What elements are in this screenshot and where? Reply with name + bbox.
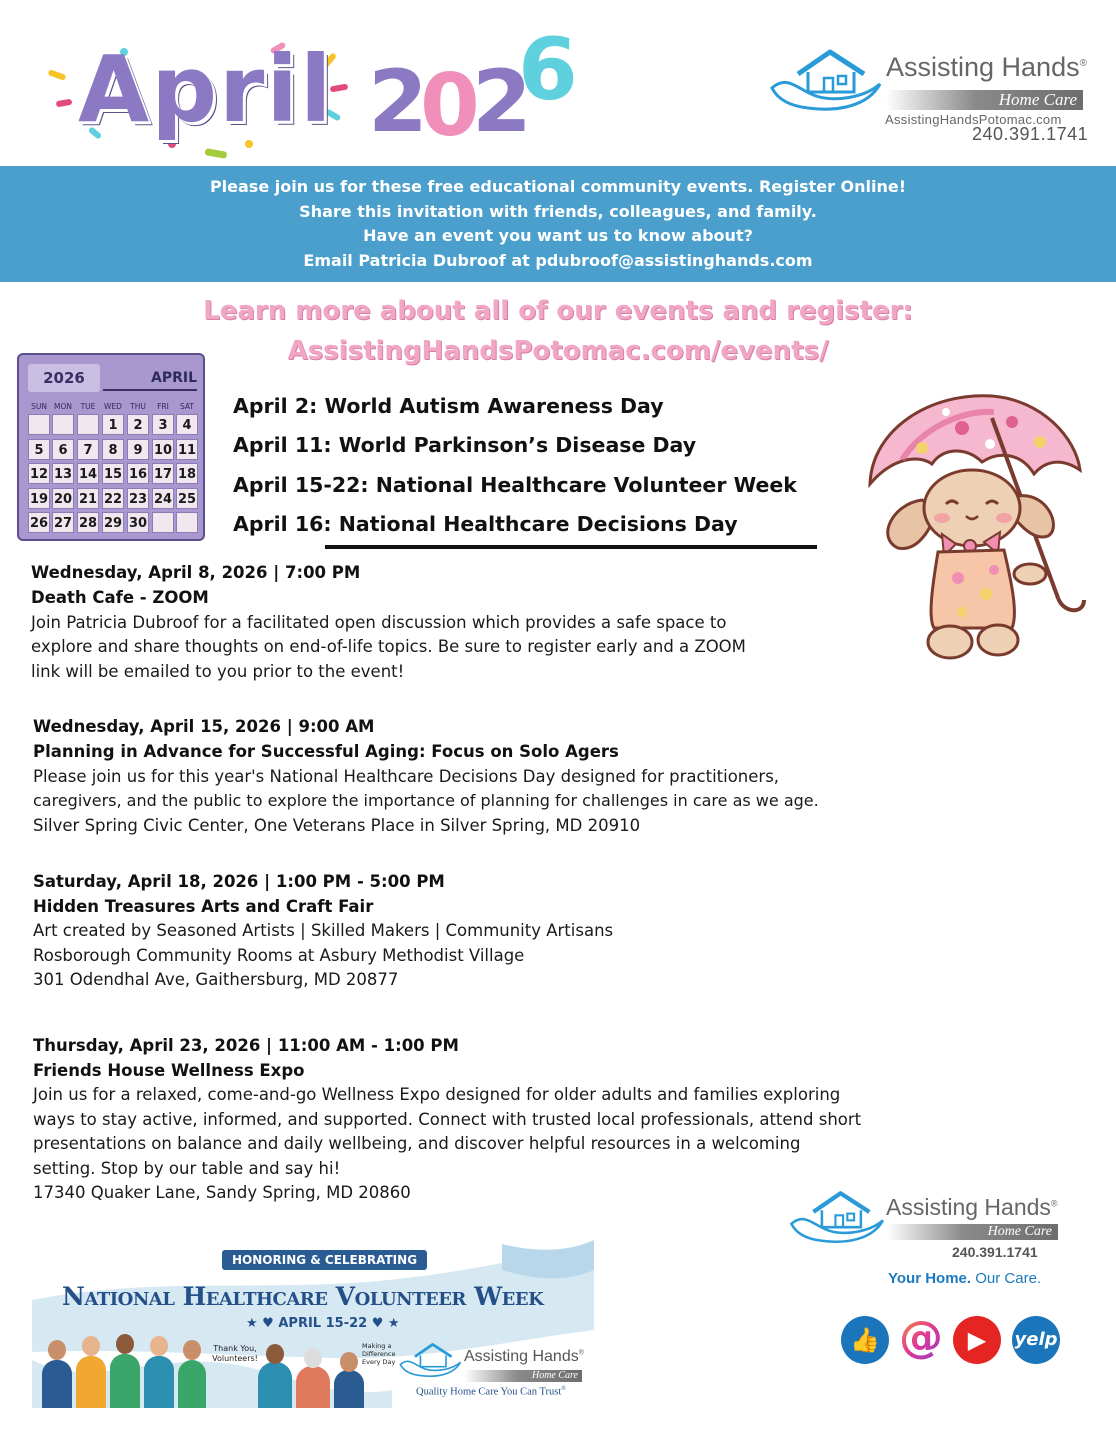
april-calendar: [17, 353, 205, 541]
event-datetime: Saturday, April 18, 2026 | 1:00 PM - 5:00 PM: [33, 872, 445, 891]
month-title: April: [78, 36, 334, 143]
banner-line: Please join us for these free educational community events. Register Online!: [209, 177, 907, 196]
volunteer-head: [116, 1334, 134, 1354]
calendar-day: 25: [176, 488, 198, 509]
volunteer-figure: [110, 1354, 140, 1408]
calendar-day: 28: [77, 512, 99, 533]
calendar-day: 18: [176, 463, 198, 484]
calendar-day: 14: [77, 463, 99, 484]
volunteer-week-title: National Healthcare Volunteer Week: [62, 1282, 544, 1311]
banner-line: Have an event you want us to know about?: [363, 226, 753, 245]
event-location: Rosborough Community Rooms at Asbury Methodist Village: [33, 946, 525, 965]
event-datetime: Wednesday, April 15, 2026 | 9:00 AM: [33, 717, 375, 736]
banner-logo-subtitle: Home Care: [464, 1370, 582, 1382]
email-glyph: @: [899, 1312, 943, 1363]
thank-you-note: Thank You, Volunteers!: [212, 1344, 258, 1363]
calendar-day: [176, 512, 198, 533]
volunteer-figure: [76, 1356, 106, 1408]
yelp-glyph: yelp: [1014, 1329, 1058, 1350]
registered-mark: ®: [1050, 1198, 1058, 1209]
awareness-day: April 2: World Autism Awareness Day: [233, 394, 664, 418]
house-hand-icon: [398, 1340, 464, 1380]
calendar-divider: [103, 389, 197, 391]
banner-logo-tagline: Quality Home Care You Can Trust: [416, 1386, 562, 1398]
volunteer-head: [82, 1336, 100, 1356]
awareness-day: April 11: World Parkinson’s Disease Day: [233, 433, 697, 457]
event-description: explore and share thoughts on end-of-life topics. Be sure to register early and a ZOOM: [31, 637, 746, 656]
event-description: link will be emailed to you prior to the event!: [31, 662, 405, 681]
bunny-umbrella-illustration: [862, 388, 1094, 668]
calendar-day: 22: [102, 488, 124, 509]
event-description: Join Patricia Dubroof for a facilitated open discussion which provides a safe space to: [31, 613, 727, 632]
volunteer-week-banner: [32, 1240, 594, 1408]
yelp-icon[interactable]: [1012, 1316, 1060, 1364]
tagline: [888, 1270, 1041, 1287]
making-difference-note: Making a Difference Every Day: [362, 1342, 396, 1366]
calendar-day: 30: [127, 512, 149, 533]
calendar-day: 10: [152, 439, 174, 460]
confetti-decoration: [56, 99, 73, 108]
caregiver-figure: [258, 1362, 292, 1408]
event-title: Hidden Treasures Arts and Craft Fair: [33, 897, 374, 916]
year-digit: 2: [472, 52, 532, 152]
caregiver-head: [266, 1344, 284, 1364]
calendar-weekday: SUN: [31, 402, 47, 411]
calendar-year: 2026: [28, 364, 100, 392]
confetti-decoration: [48, 69, 67, 81]
banner-line: Email Patricia Dubroof at pdubroof@assistinghands.com: [303, 250, 813, 270]
calendar-day: [77, 414, 99, 435]
calendar-weekday: SAT: [179, 402, 195, 411]
year-digit: 2: [368, 52, 428, 152]
calendar-day: 20: [52, 488, 74, 509]
learn-more-heading: Learn more about all of our events and register:: [203, 296, 913, 326]
event-description: Please join us for this year's National Healthcare Decisions Day designed for practitioners,: [33, 767, 780, 786]
calendar-day: 1: [102, 414, 124, 435]
like-glyph: 👍: [850, 1326, 880, 1354]
calendar-day: [152, 512, 174, 533]
awareness-day: April 15-22: National Healthcare Volunteer Week: [233, 473, 797, 497]
banner-logo-name: Assisting Hands: [464, 1348, 579, 1365]
caregiver-figures: [258, 1344, 368, 1408]
calendar-weekday: MON: [54, 402, 72, 411]
calendar-day: 16: [127, 463, 149, 484]
caregiver-figure: [296, 1366, 330, 1408]
calendar-day: 15: [102, 463, 124, 484]
calendar-month: APRIL: [150, 370, 197, 386]
event-description: Art created by Seasoned Artists | Skilled Makers | Community Artisans: [33, 921, 614, 940]
calendar-day: 12: [28, 463, 50, 484]
house-hand-icon: [788, 1186, 888, 1248]
volunteer-figure: [178, 1360, 206, 1408]
ribbon-label: HONORING & CELEBRATING: [222, 1250, 427, 1270]
logo-name: Assisting Hands: [886, 1194, 1051, 1220]
registered-mark: ®: [561, 1386, 566, 1392]
year-digit: 0: [420, 56, 480, 156]
calendar-day: 4: [176, 414, 198, 435]
tagline-part: Our Care.: [971, 1270, 1042, 1287]
company-logo-top: [768, 40, 1098, 150]
email-icon[interactable]: [897, 1314, 945, 1362]
logo-subtitle: Home Care: [886, 1224, 1058, 1240]
awareness-day: April 16: National Healthcare Decisions Day: [233, 512, 738, 536]
calendar-day: 8: [102, 439, 124, 460]
registered-mark: ®: [578, 1349, 584, 1357]
registered-mark: ®: [1079, 58, 1087, 69]
volunteer-figures: [38, 1336, 208, 1408]
calendar-day: 3: [152, 414, 174, 435]
invitation-banner: [0, 166, 1116, 282]
event-datetime: Thursday, April 23, 2026 | 11:00 AM - 1:00 PM: [33, 1036, 459, 1055]
calendar-day: 19: [28, 488, 50, 509]
calendar-day: 9: [127, 439, 149, 460]
calendar-day: 11: [176, 439, 198, 460]
calendar-day: [28, 414, 50, 435]
volunteer-head: [150, 1336, 168, 1356]
event-description: ways to stay active, informed, and supported. Connect with trusted local professionals, attend short: [33, 1110, 862, 1129]
house-hand-icon: [768, 44, 886, 116]
caregiver-figure: [334, 1370, 364, 1408]
calendar-weekday: WED: [104, 402, 122, 411]
calendar-day: 27: [52, 512, 74, 533]
event-address: 17340 Quaker Lane, Sandy Spring, MD 20860: [33, 1183, 411, 1202]
tagline-part: Your Home.: [888, 1270, 972, 1287]
banner-logo-name-wrap: [464, 1348, 584, 1366]
event-location: Silver Spring Civic Center, One Veterans Place in Silver Spring, MD 20910: [33, 816, 641, 835]
event-title: Friends House Wellness Expo: [33, 1061, 305, 1080]
calendar-day: 21: [77, 488, 99, 509]
calendar-weekday: THU: [130, 402, 146, 411]
logo-phone: 240.391.1741: [952, 1244, 1038, 1260]
event-title: Planning in Advance for Successful Aging: Focus on Solo Agers: [33, 742, 619, 761]
logo-website: AssistingHandsPotomac.com: [885, 112, 1062, 127]
volunteer-week-dates: ★ ♥ APRIL 15-22 ♥ ★: [246, 1316, 400, 1331]
year-digit: 6: [518, 20, 578, 120]
event-datetime: Wednesday, April 8, 2026 | 7:00 PM: [31, 563, 361, 582]
section-divider: [325, 545, 817, 549]
calendar-day: 5: [28, 439, 50, 460]
calendar-day: 2: [127, 414, 149, 435]
calendar-day: 13: [52, 463, 74, 484]
like-icon[interactable]: [841, 1316, 889, 1364]
calendar-weekday: TUE: [80, 402, 96, 411]
calendar-day: [52, 414, 74, 435]
youtube-glyph: ▶: [967, 1326, 987, 1354]
banner-line: Share this invitation with friends, colleagues, and family.: [299, 201, 817, 221]
logo-subtitle: Home Care: [886, 90, 1083, 110]
event-address: 301 Odendhal Ave, Gaithersburg, MD 20877: [33, 970, 399, 989]
calendar-day: 29: [102, 512, 124, 533]
youtube-icon[interactable]: [953, 1316, 1001, 1364]
banner-logo-tagline-wrap: [416, 1386, 566, 1398]
event-title: Death Cafe - ZOOM: [31, 588, 209, 607]
event-description: Join us for a relaxed, come-and-go Wellness Expo designed for older adults and families exploring: [33, 1085, 841, 1104]
calendar-day: 7: [77, 439, 99, 460]
calendar-weekday: FRI: [157, 402, 169, 411]
volunteer-head: [183, 1340, 201, 1360]
logo-name: Assisting Hands: [886, 52, 1080, 82]
logo-phone: 240.391.1741: [972, 124, 1089, 144]
events-link[interactable]: AssistingHandsPotomac.com/events/: [287, 336, 829, 366]
volunteer-figure: [42, 1360, 72, 1408]
calendar-day: 17: [152, 463, 174, 484]
volunteer-head: [48, 1340, 66, 1360]
calendar-day: 23: [127, 488, 149, 509]
calendar-day: 24: [152, 488, 174, 509]
calendar-day: 6: [52, 439, 74, 460]
event-description: setting. Stop by our table and say hi!: [33, 1159, 341, 1178]
calendar-day: 26: [28, 512, 50, 533]
volunteer-figure: [144, 1356, 174, 1408]
event-description: caregivers, and the public to explore the importance of planning for challenges in care as we age.: [33, 791, 819, 810]
event-description: presentations on balance and daily wellbeing, and discover helpful resources in a welcoming: [33, 1134, 801, 1153]
caregiver-head: [340, 1352, 358, 1372]
caregiver-head: [304, 1348, 322, 1368]
company-logo-bottom: [788, 1182, 1088, 1292]
